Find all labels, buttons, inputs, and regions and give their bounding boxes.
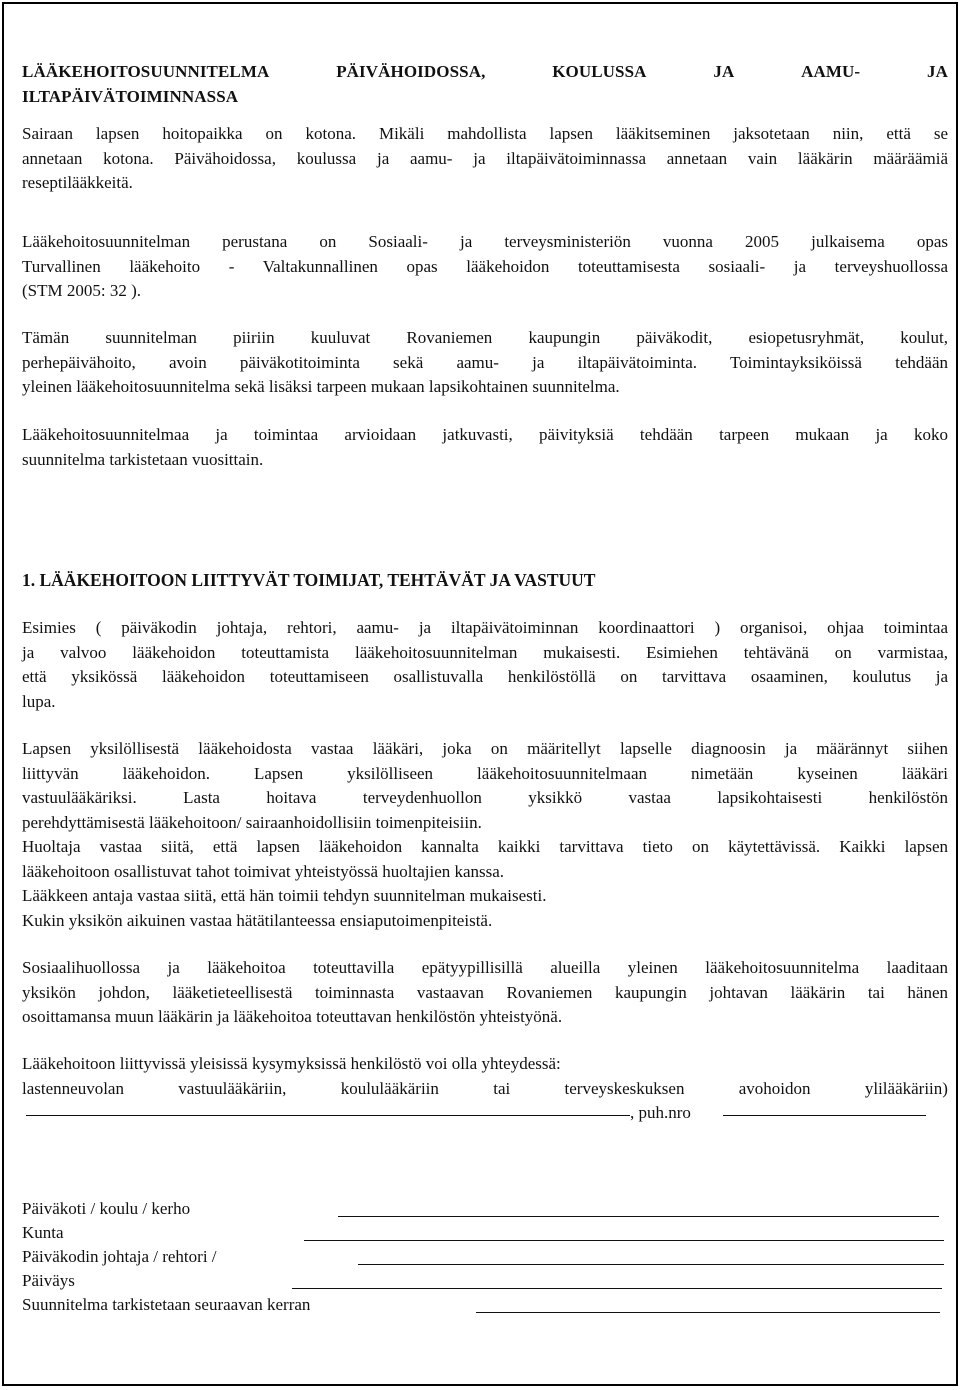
text-line: reseptilääkkeitä.: [22, 173, 133, 192]
form-field-director: [22, 1245, 948, 1269]
text-line: Turvallinen lääkehoito - Valtakunnallinen opas lääkehoidon toteuttamisesta sosiaali- ja terveyshuollossa: [22, 256, 948, 276]
title-word: AAMU-: [801, 62, 861, 81]
text-line: vastuulääkäriksi. Lasta hoitava terveydenhuollon yksikkö vastaa lapsikohtaisesti henkilöstön: [22, 788, 948, 807]
title-word: JA: [926, 62, 948, 81]
contact-word: avohoidon: [738, 1078, 811, 1098]
text-line: Tämän suunnitelman piiriin kuuluvat Rovaniemen kaupungin päiväkodit, esiopetusryhmät, koulut,: [22, 328, 948, 347]
text-line: annetaan kotona. Päivähoidossa, koulussa ja aamu- ja iltapäivätoiminnassa annetaan vain lääkärin määräämiä: [22, 148, 948, 168]
text-line: suunnitelma tarkistetaan vuosittain.: [22, 449, 264, 469]
text-line: liittyvän lääkehoidon. Lapsen yksilölliseen lääkehoitosuunnitelmaan nimetään kyseinen lääkäri: [22, 763, 948, 783]
text-line: Lapsen yksilöllisestä lääkehoidosta vastaa lääkäri, joka on määritellyt lapselle diagnoosin ja määrännyt siihen: [22, 739, 948, 758]
text-line: Lääkehoitosuunnitelmaa ja toimintaa arvioidaan jatkuvasti, päivityksiä tehdään tarpeen mukaan ja koko: [22, 425, 948, 444]
contact-paragraph: [22, 1052, 948, 1126]
contact-line-2: [22, 1077, 948, 1102]
text-line: ja valvoo lääkehoidon toteuttamista lääkehoitosuunnitelman mukaisesti. Esimiehen tehtävänä on varmistaa,: [22, 642, 948, 662]
form-field-municipality: [22, 1221, 948, 1245]
text-line: yksikön johdon, lääketieteellisestä toiminnasta vastaavan Rovaniemen kaupungin johtavan lääkärin tai hänen: [22, 982, 948, 1002]
text-line: lääkehoitoon osallistuvat tahot toimivat yhteistyössä huoltajien kanssa.: [22, 861, 505, 881]
form-field-label: Päiväkoti / koulu / kerho: [22, 1199, 191, 1218]
document-page: [2, 2, 958, 1386]
text-line: Sairaan lapsen hoitopaikka on kotona. Mikäli mahdollista lapsen lääkitseminen jaksotetaan niin, että se: [22, 124, 948, 143]
text-line: Lääkehoitoon liittyvissä yleisissä kysymyksissä henkilöstö voi olla yhteydessä:: [22, 1054, 561, 1073]
text-line: Sosiaalihuollossa ja lääkehoitoa toteuttavilla epätyypillisillä alueilla yleinen lääkehoitosuunnitelma laaditaan: [22, 958, 948, 977]
title-word: PÄIVÄHOIDOSSA,: [336, 62, 486, 81]
form-field-input[interactable]: [476, 1312, 940, 1313]
scope-paragraph: [22, 326, 948, 400]
responsibility-paragraph-3: [22, 956, 948, 1030]
form-field-input[interactable]: [358, 1264, 944, 1265]
title-word: JA: [713, 62, 735, 81]
title-word: KOULUSSA: [552, 62, 647, 81]
text-line: perehdyttämisestä lääkehoitoon/ sairaanhoidollisiin toimenpiteisiin.: [22, 812, 482, 832]
form-field-input[interactable]: [304, 1240, 944, 1241]
contact-word: lastenneuvolan: [22, 1078, 124, 1098]
text-line: osoittamansa muun lääkärin ja lääkehoitoa toteuttavan henkilöstön yhteistyönä.: [22, 1007, 563, 1026]
form-field-label: Kunta: [22, 1223, 64, 1242]
text-line: Kukin yksikön aikuinen vastaa hätätilanteessa ensiaputoimenpiteistä.: [22, 910, 493, 930]
section-heading: 1. LÄÄKEHOITOON LIITTYVÄT TOIMIJAT, TEHTÄVÄT JA VASTUUT: [22, 570, 596, 590]
text-line: lupa.: [22, 691, 56, 711]
title-line-1: [22, 60, 948, 85]
contact-word: terveyskeskuksen: [564, 1078, 685, 1098]
phone-label: , puh.nro: [630, 1103, 691, 1122]
text-line: Lääkkeen antaja vastaa siitä, että hän toimii tehdyn suunnitelman mukaisesti.: [22, 886, 547, 905]
form-field-input[interactable]: [338, 1216, 939, 1217]
title-word: LÄÄKEHOITOSUUNNITELMA: [22, 62, 270, 81]
text-line: Huoltaja vastaa siitä, että lapsen lääkehoidon kannalta kaikki tarvittava tieto on käytettävissä. Kaikki lapsen: [22, 837, 948, 856]
text-line: (STM 2005: 32 ).: [22, 281, 141, 300]
review-paragraph: [22, 423, 948, 472]
contact-word: tai: [493, 1078, 511, 1098]
basis-paragraph: [22, 230, 948, 304]
form-field-input[interactable]: [292, 1288, 942, 1289]
form-field-next-review: [22, 1293, 948, 1317]
form-field-unit: [22, 1197, 948, 1221]
text-line: Esimies ( päiväkodin johtaja, rehtori, aamu- ja iltapäivätoiminnan koordinaattori ) organisoi, ohjaa toimintaa: [22, 618, 948, 637]
text-line: että yksikössä lääkehoidon toteuttamiseen osallistuvalla henkilöstöllä on tarvittava osaaminen, koulutus ja: [22, 667, 948, 686]
responsibility-paragraph-1: [22, 616, 948, 714]
form-field-label: Päiväkodin johtaja / rehtori /: [22, 1247, 217, 1266]
intro-paragraph: [22, 122, 948, 196]
contact-name-blank[interactable]: [26, 1101, 630, 1116]
contact-word: vastuulääkäriin,: [178, 1078, 287, 1098]
form-field-label: Päiväys: [22, 1271, 75, 1290]
contact-word: ylilääkäriin): [864, 1078, 948, 1098]
document-title: [22, 60, 948, 109]
phone-line: [22, 1101, 948, 1126]
title-line-2: ILTAPÄIVÄTOIMINNASSA: [22, 86, 239, 106]
phone-number-blank[interactable]: [723, 1101, 926, 1116]
contact-word: koululääkäriin: [340, 1078, 439, 1098]
text-line: Lääkehoitosuunnitelman perustana on Sosiaali- ja terveysministeriön vuonna 2005 julkaisema opas: [22, 232, 948, 251]
form-field-date: [22, 1269, 948, 1293]
text-line: yleinen lääkehoitosuunnitelma sekä lisäksi tarpeen mukaan lapsikohtainen suunnitelma.: [22, 377, 620, 396]
form-field-label: Suunnitelma tarkistetaan seuraavan kerran: [22, 1295, 311, 1314]
text-line: perhepäivähoito, avoin päiväkotitoiminta sekä aamu- ja iltapäivätoiminta. Toimintayksiköissä tehdään: [22, 352, 948, 372]
responsibility-paragraph-2: [22, 737, 948, 933]
